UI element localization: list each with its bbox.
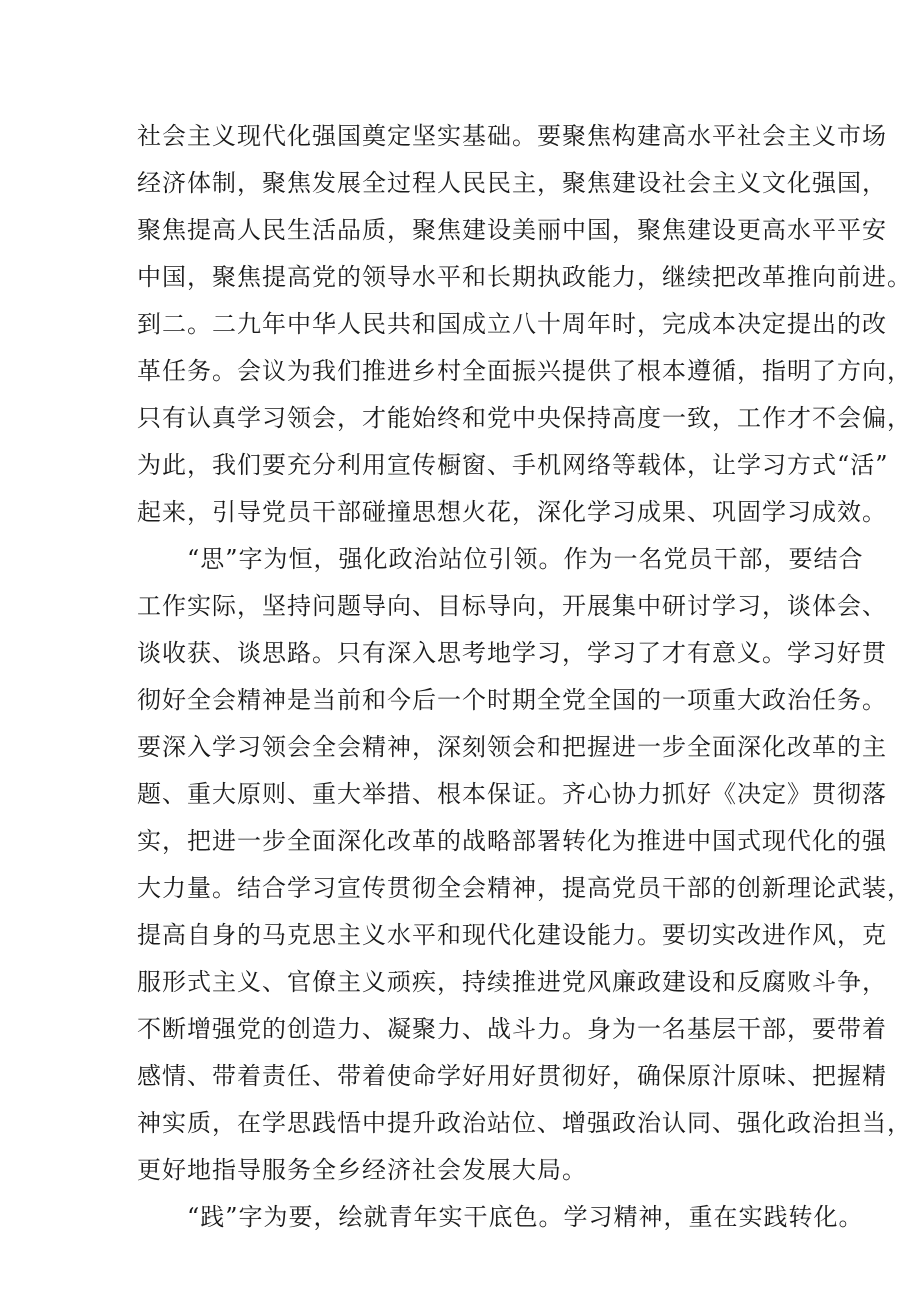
text-line: 神实质，在学思践悟中提升政治站位、增强政治认同、强化政治担当， bbox=[137, 1109, 912, 1137]
text-line: 服形式主义、官僚主义顽疾，持续推进党风廉政建设和反腐败斗争， bbox=[137, 968, 887, 996]
paragraph-first-line: “思”字为恒，强化政治站位引领。作为一名党员干部，要结合 bbox=[187, 545, 864, 573]
text-line: 社会主义现代化强国奠定坚实基础。要聚焦构建高水平社会主义市场 bbox=[137, 122, 887, 150]
text-line: 聚焦提高人民生活品质，聚焦建设美丽中国，聚焦建设更高水平平安 bbox=[137, 216, 887, 244]
text-line: 感情、带着责任、带着使命学好用好贯彻好，确保原汁原味、把握精 bbox=[137, 1062, 887, 1090]
text-line: 中国，聚焦提高党的领导水平和长期执政能力，继续把改革推向前进。 bbox=[137, 263, 912, 291]
text-line: 要深入学习领会全会精神，深刻领会和把握进一步全面深化改革的主 bbox=[137, 733, 887, 761]
text-line: 起来，引导党员干部碰撞思想火花，深化学习成果、巩固学习成效。 bbox=[137, 498, 887, 526]
text-line: 不断增强党的创造力、凝聚力、战斗力。身为一名基层干部，要带着 bbox=[137, 1015, 887, 1043]
text-line: 工作实际，坚持问题导向、目标导向，开展集中研讨学习，谈体会、 bbox=[137, 592, 887, 620]
text-line: 大力量。结合学习宣传贯彻全会精神，提高党员干部的创新理论武装， bbox=[137, 874, 912, 902]
text-line: 革任务。会议为我们推进乡村全面振兴提供了根本遵循，指明了方向， bbox=[137, 357, 912, 385]
text-line: 经济体制，聚焦发展全过程人民民主，聚焦建设社会主义文化强国， bbox=[137, 169, 887, 197]
text-line: 到二。二九年中华人民共和国成立八十周年时，完成本决定提出的改 bbox=[137, 310, 887, 338]
text-line: 彻好全会精神是当前和今后一个时期全党全国的一项重大政治任务。 bbox=[137, 686, 887, 714]
text-line: 题、重大原则、重大举措、根本保证。齐心协力抓好《决定》贯彻落 bbox=[137, 780, 887, 808]
text-line: 为此，我们要充分利用宣传橱窗、手机网络等载体，让学习方式“活” bbox=[137, 451, 889, 479]
text-line: 实，把进一步全面深化改革的战略部署转化为推进中国式现代化的强 bbox=[137, 827, 887, 855]
paragraph-first-line: “践”字为要，绘就青年实干底色。学习精神，重在实践转化。 bbox=[187, 1203, 864, 1231]
text-line: 提高自身的马克思主义水平和现代化建设能力。要切实改进作风，克 bbox=[137, 921, 887, 949]
text-line: 只有认真学习领会，才能始终和党中央保持高度一致，工作才不会偏， bbox=[137, 404, 912, 432]
text-line: 更好地指导服务全乡经济社会发展大局。 bbox=[137, 1156, 587, 1184]
text-line: 谈收获、谈思路。只有深入思考地学习，学习了才有意义。学习好贯 bbox=[137, 639, 887, 667]
